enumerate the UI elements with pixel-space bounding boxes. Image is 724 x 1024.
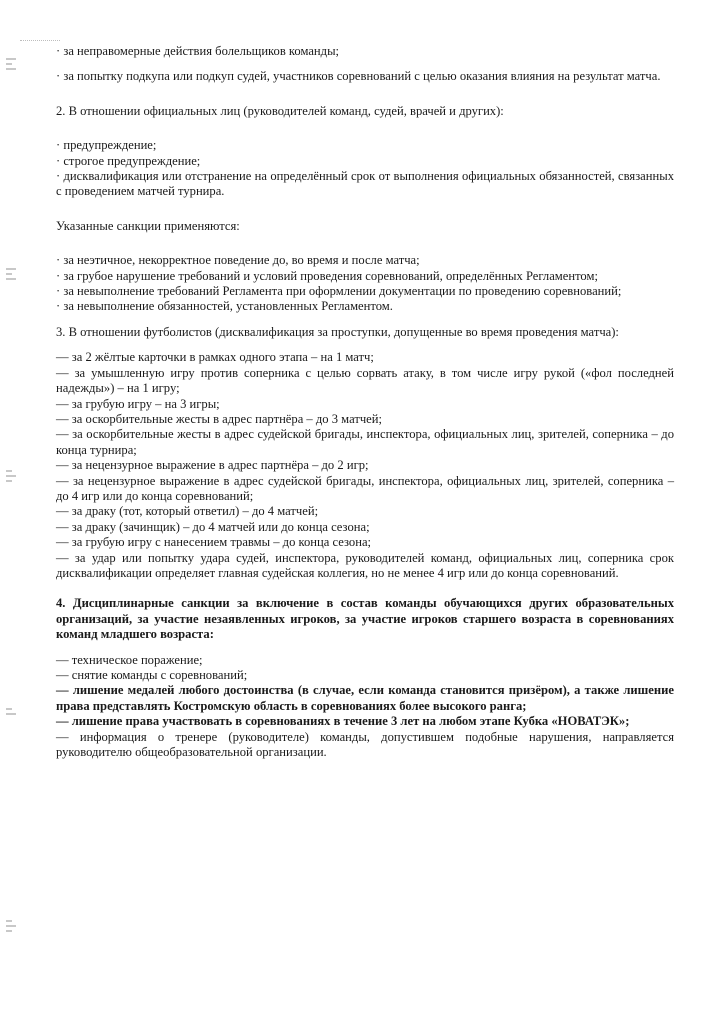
- scan-mark: [6, 920, 20, 935]
- scan-mark: [6, 268, 20, 283]
- section-heading: 2. В отношении официальных лиц (руководителей команд, судей, врачей и других):: [56, 103, 504, 118]
- list-item: · за невыполнение требований Регламента при оформлении документации по проведению соревнований;: [56, 284, 622, 299]
- list-item: — за нецензурное выражение в адрес судейской бригады, инспектора, официальных лиц, зрителей, соперника – до 4 игр или до конца соревнований;: [56, 473, 674, 503]
- list-item: · за неэтичное, некорректное поведение до, во время и после матча;: [56, 253, 420, 268]
- list-item: — за оскорбительные жесты в адрес партнёра – до 3 матчей;: [56, 411, 382, 426]
- list-item: · за невыполнение обязанностей, установленных Регламентом.: [56, 299, 393, 314]
- section-heading: 4. Дисциплинарные санкции за включение в состав команды обучающихся других образовательных организаций, за участие незаявленных игроков, за участие игроков старшего возраста в соревнованиях команд младшего возраста:: [56, 596, 674, 642]
- document-page: [56, 44, 674, 760]
- list-item: — за драку (зачинщик) – до 4 матчей или до конца сезона;: [56, 519, 370, 534]
- paragraph: · за попытку подкупа или подкуп судей, участников соревнований с целью оказания влияния на результат матча.: [56, 69, 661, 84]
- list-item: — информация о тренере (руководителе) команды, допустившем подобные нарушения, направляется руководителю общеобразовательной организации.: [56, 729, 674, 760]
- list-item: · строгое предупреждение;: [56, 153, 201, 168]
- list-item: — снятие команды с соревнований;: [56, 668, 248, 682]
- section-heading: 3. В отношении футболистов (дисквалификация за проступки, допущенные во время проведения матча):: [56, 324, 619, 339]
- list-item: — за оскорбительные жесты в адрес судейской бригады, инспектора, официальных лиц, зрителей, соперника – до конца турнира;: [56, 427, 674, 457]
- list-item: — за грубую игру – на 3 игры;: [56, 396, 220, 411]
- list-item: — за умышленную игру против соперника с целью сорвать атаку, в том числе игру рукой («фол последней надежды») – на 1 игру;: [56, 365, 674, 396]
- list-item: — за нецензурное выражение в адрес партнёра – до 2 игр;: [56, 458, 369, 473]
- scan-mark: [6, 470, 20, 485]
- list-item: — техническое поражение;: [56, 652, 203, 667]
- scan-mark: [6, 708, 20, 718]
- list-item: — лишение медалей любого достоинства (в случае, если команда становится призёром), а также лишение права представлять Костромскую область в соревнованиях более высокого ранга;: [56, 683, 674, 713]
- list-item: · за грубое нарушение требований и условий проведения соревнований, определённых Регламентом;: [56, 268, 598, 283]
- paragraph: Указанные санкции применяются:: [56, 218, 240, 233]
- list-item: · предупреждение;: [56, 138, 157, 153]
- list-item: — за удар или попытку удара судей, инспектора, руководителей команд, официальных лиц, соперника срок дисквалификации определяет главная судейская коллегия, но не менее 4 игр или до конца соревнований.: [56, 550, 674, 580]
- paragraph: · за неправомерные действия болельщиков команды;: [56, 44, 340, 58]
- list-item: — лишение права участвовать в соревнованиях в течение 3 лет на любом этапе Кубка «НОВАТЭК»;: [56, 714, 630, 729]
- scan-mark: [6, 58, 20, 73]
- scan-mark: [20, 40, 60, 43]
- list-item: — за грубую игру с нанесением травмы – до конца сезона;: [56, 535, 372, 550]
- list-item: — за 2 жёлтые карточки в рамках одного этапа – на 1 матч;: [56, 350, 374, 365]
- list-item: · дисквалификация или отстранение на определённый срок от выполнения официальных обязанностей, связанных с проведением матчей турнира.: [56, 169, 674, 199]
- list-item: — за драку (тот, который ответил) – до 4 матчей;: [56, 504, 319, 519]
